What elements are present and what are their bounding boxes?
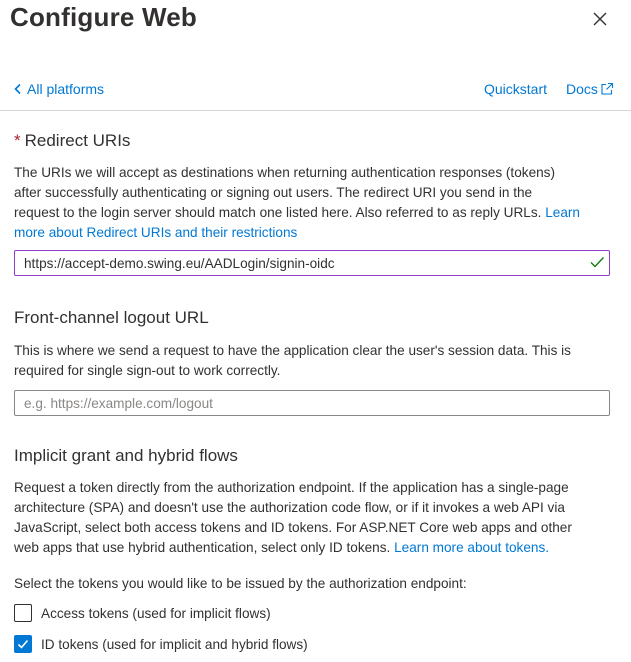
implicit-desc-line-2: architecture (SPA) and doesn't use the authorization code flow, or if it invokes a web API via xyxy=(14,500,565,515)
implicit-grant-heading: Implicit grant and hybrid flows xyxy=(14,446,238,465)
panel-title: Configure Web xyxy=(10,2,197,32)
learn-more-tokens-link[interactable]: Learn more about tokens. xyxy=(394,540,550,555)
all-platforms-label: All platforms xyxy=(27,81,105,97)
redirect-uris-description xyxy=(14,163,618,243)
close-button[interactable] xyxy=(588,7,612,31)
checkmark-icon xyxy=(589,254,605,270)
implicit-grant-description xyxy=(14,478,618,558)
logout-url-input[interactable] xyxy=(14,390,610,416)
redirect-desc-line-1: The URIs we will accept as destinations when returning authentication responses (tokens) xyxy=(14,165,556,180)
required-marker: * xyxy=(14,131,21,150)
implicit-desc-line-3: JavaScript, select both access tokens and ID tokens. For ASP.NET Core web apps and other xyxy=(14,520,572,535)
checkmark-icon xyxy=(16,637,30,651)
id-tokens-option[interactable] xyxy=(14,635,308,653)
chevron-left-icon xyxy=(13,83,23,95)
learn-more-redirect-link-part1[interactable]: Learn xyxy=(545,205,580,220)
docs-label: Docs xyxy=(566,81,598,97)
implicit-desc-line-4 xyxy=(14,538,618,558)
redirect-uris-heading xyxy=(14,131,130,151)
select-tokens-prompt: Select the tokens you would like to be issued by the authorization endpoint: xyxy=(14,576,467,591)
access-tokens-checkbox[interactable] xyxy=(14,604,32,622)
redirect-uris-heading-text: Redirect URIs xyxy=(24,131,131,150)
redirect-desc-line-2: after successfully authenticating or signing out users. The redirect URI you send in the xyxy=(14,185,533,200)
implicit-desc-line-4-text: web apps that use hybrid authentication, select only ID tokens. xyxy=(14,540,391,555)
id-tokens-label: ID tokens (used for implicit and hybrid flows) xyxy=(41,636,308,652)
implicit-desc-line-1: Request a token directly from the authorization endpoint. If the application has a single-page xyxy=(14,480,569,495)
redirect-uri-input[interactable] xyxy=(14,250,610,276)
logout-desc-line-1: This is where we send a request to have the application clear the user's session data. This is xyxy=(14,343,571,358)
redirect-desc-line-3 xyxy=(14,203,618,223)
id-tokens-checkbox[interactable] xyxy=(14,635,32,653)
close-icon xyxy=(592,11,608,27)
quickstart-link[interactable]: Quickstart xyxy=(484,81,548,97)
logout-url-heading: Front-channel logout URL xyxy=(14,308,209,327)
logout-desc-line-2: required for single sign-out to work correctly. xyxy=(14,363,281,378)
external-link-icon xyxy=(600,82,614,96)
panel-nav xyxy=(0,78,631,111)
access-tokens-label: Access tokens (used for implicit flows) xyxy=(41,605,271,621)
redirect-desc-line-3-text: request to the login server should match one listed here. Also referred to as reply URLs. xyxy=(14,205,542,220)
logout-url-description xyxy=(14,341,618,381)
redirect-desc-line-4 xyxy=(14,223,618,243)
docs-link[interactable] xyxy=(566,81,614,97)
learn-more-redirect-link-part2[interactable]: more about Redirect URIs and their restrictions xyxy=(14,225,298,240)
access-tokens-option[interactable] xyxy=(14,604,271,622)
all-platforms-link[interactable] xyxy=(13,81,104,97)
